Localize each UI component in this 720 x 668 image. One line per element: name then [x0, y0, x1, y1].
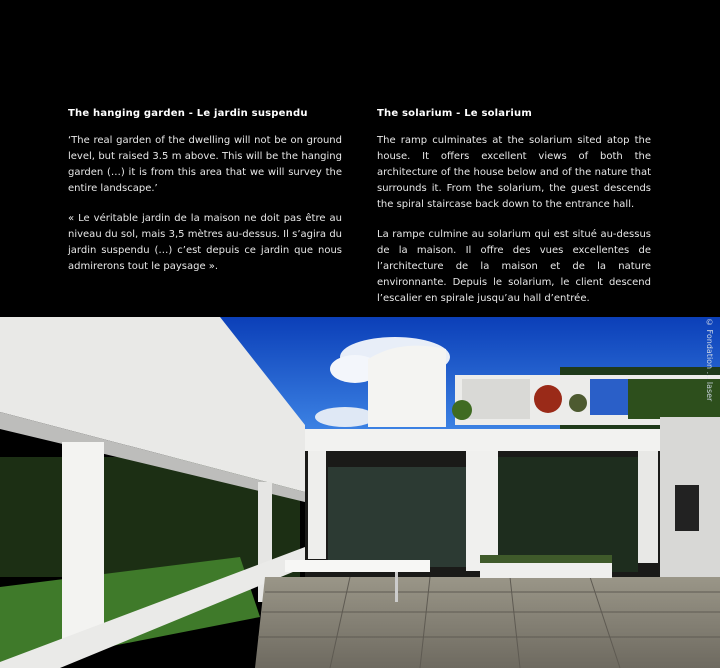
left-column: [68, 108, 342, 289]
hanging-garden-text-en: ‘The real garden of the dwelling will not be on ground level, but raised 3.5 m above. This will be the hanging garden (…) it is from this area that we will survey the entire landscape.’: [68, 135, 342, 194]
planter: [480, 562, 612, 578]
pilotis-column: [62, 442, 104, 642]
solarium-curved-wall: [368, 346, 446, 427]
table: [285, 560, 430, 572]
photo-credit: © Fondation ... laser: [705, 318, 714, 402]
hanging-garden-heading: The hanging garden - Le jardin suspendu: [68, 108, 308, 119]
cloud: [315, 407, 375, 427]
right-column: [377, 108, 651, 321]
villa-terrace-photo: [0, 317, 720, 668]
solarium-heading: The solarium - Le solarium: [377, 108, 532, 119]
solarium-text-fr: La rampe culmine au solarium qui est situé au-dessus de la maison. Il offre des vues excellentes de l’architecture de la maison et de la nature environnante. Depuis le solarium, le client descend l’escalier en spirale jusqu’au hall d’entrée.: [377, 229, 651, 304]
red-shrub: [534, 385, 562, 413]
hanging-garden-text-fr: « Le véritable jardin de la maison ne doit pas être au niveau du sol, mais 3,5 mètres au-dessus. Il s’agira du jardin suspendu (…) c’est depuis ce jardin que nous admirerons tout le paysage ».: [68, 213, 342, 272]
terrace-floor: [255, 577, 720, 668]
glass-wall: [328, 467, 468, 567]
solarium-text-en: The ramp culminates at the solarium sited atop the house. It offers excellent views of both the architecture of the house below and of the nature that surrounds it. From the solarium, the guest descends the spiral staircase back down to the entrance hall.: [377, 135, 651, 210]
